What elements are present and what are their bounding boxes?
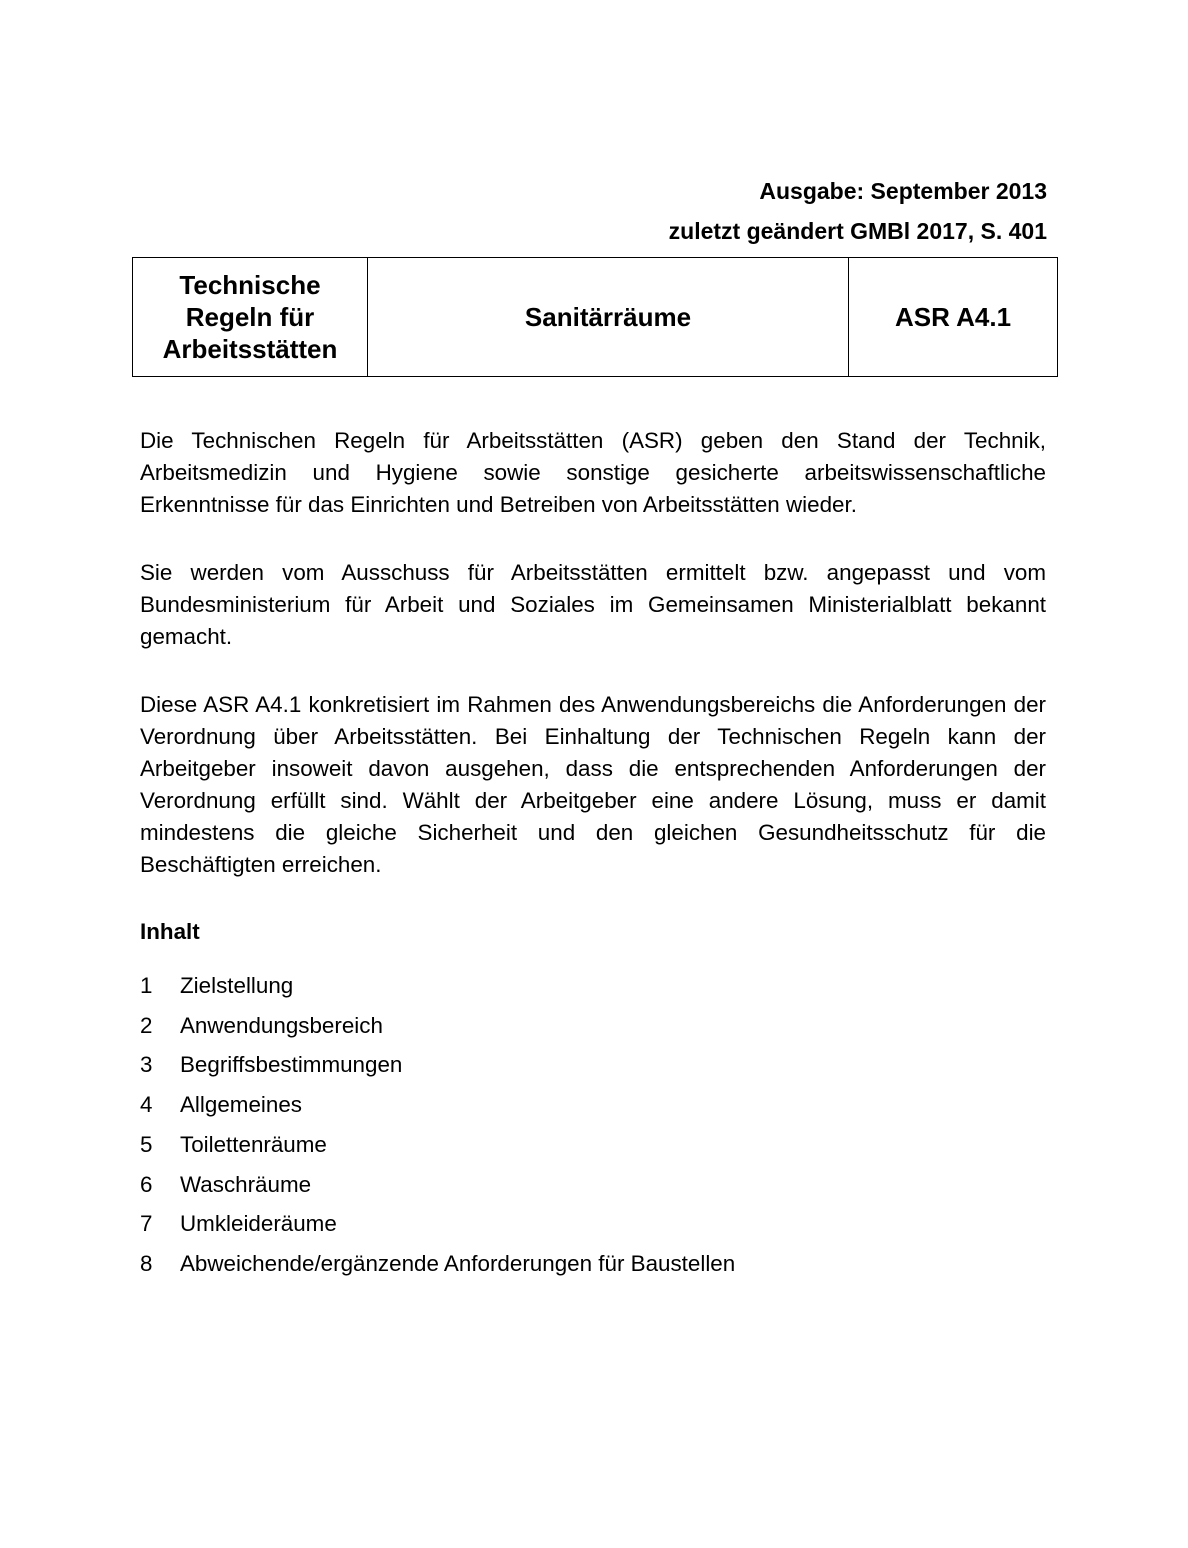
amendment-line: zuletzt geändert GMBl 2017, S. 401 <box>668 218 1047 244</box>
toc-item-number: 7 <box>140 1211 153 1237</box>
toc-heading: Inhalt <box>140 919 200 944</box>
toc-item-label: Toilettenräume <box>180 1131 327 1157</box>
toc-item-number: 8 <box>140 1250 153 1276</box>
toc-item-number: 2 <box>140 1012 153 1038</box>
toc-item-label: Allgemeines <box>180 1092 302 1118</box>
regulation-type-line: Regeln für <box>185 302 315 332</box>
toc-item-label: Abweichende/ergänzende Anforderungen für Baustellen <box>180 1250 736 1276</box>
toc-item <box>140 966 735 1006</box>
regulation-type-line: Technische <box>179 270 321 300</box>
toc-item-label: Begriffsbestimmungen <box>180 1052 403 1078</box>
toc-item-number: 1 <box>140 973 153 998</box>
table-of-contents <box>140 966 735 1284</box>
intro-paragraph: Sie werden vom Ausschuss für Arbeitsstätten ermittelt bzw. angepasst und vom Bundesministerium für Arbeit und Soziales im Gemeinsamen Ministerialblatt bekannt gemacht. <box>140 560 1046 649</box>
toc-item-number: 6 <box>140 1171 153 1197</box>
toc-item <box>140 1045 735 1085</box>
title-cell-code <box>849 258 1057 376</box>
document-title: Sanitärräume <box>524 302 692 332</box>
toc-item-label: Umkleideräume <box>180 1211 337 1237</box>
title-table <box>132 257 1058 377</box>
toc-item <box>140 1204 735 1244</box>
toc-item <box>140 1244 735 1284</box>
edition-line: Ausgabe: September 2013 <box>759 178 1047 204</box>
toc-item-number: 3 <box>140 1052 153 1078</box>
toc-item-label: Waschräume <box>180 1171 312 1197</box>
toc-item <box>140 1165 735 1205</box>
title-cell-regulation-type <box>133 258 368 376</box>
document-code: ASR A4.1 <box>894 302 1012 332</box>
intro-paragraph: Diese ASR A4.1 konkretisiert im Rahmen des Anwendungsbereichs die Anforderungen der Verordnung über Arbeitsstätten. Bei Einhaltung der Technischen Regeln kann der Arbeitgeber insoweit davon ausgehen, dass die entsprechenden Anforderungen der Verordnung erfüllt sind. Wählt der Arbeitgeber eine andere Lösung, muss er damit mindestens die gleiche Sicherheit und den gleichen Gesundheitsschutz für die Beschäftigten erreichen. <box>140 692 1046 877</box>
toc-item-label: Anwendungsbereich <box>180 1012 383 1038</box>
title-cell-subject <box>368 258 849 376</box>
toc-item <box>140 1006 735 1046</box>
regulation-type-line: Arbeitsstätten <box>162 334 338 364</box>
toc-item-number: 5 <box>140 1131 153 1157</box>
toc-item <box>140 1125 735 1165</box>
toc-item <box>140 1085 735 1125</box>
toc-item-label: Zielstellung <box>180 973 294 998</box>
toc-item-number: 4 <box>140 1092 153 1118</box>
intro-paragraph: Die Technischen Regeln für Arbeitsstätten (ASR) geben den Stand der Technik, Arbeitsmedizin und Hygiene sowie sonstige gesicherte arbeitswissenschaftliche Erkenntnisse für das Einrichten und Betreiben von Arbeitsstätten wieder. <box>140 428 1046 517</box>
